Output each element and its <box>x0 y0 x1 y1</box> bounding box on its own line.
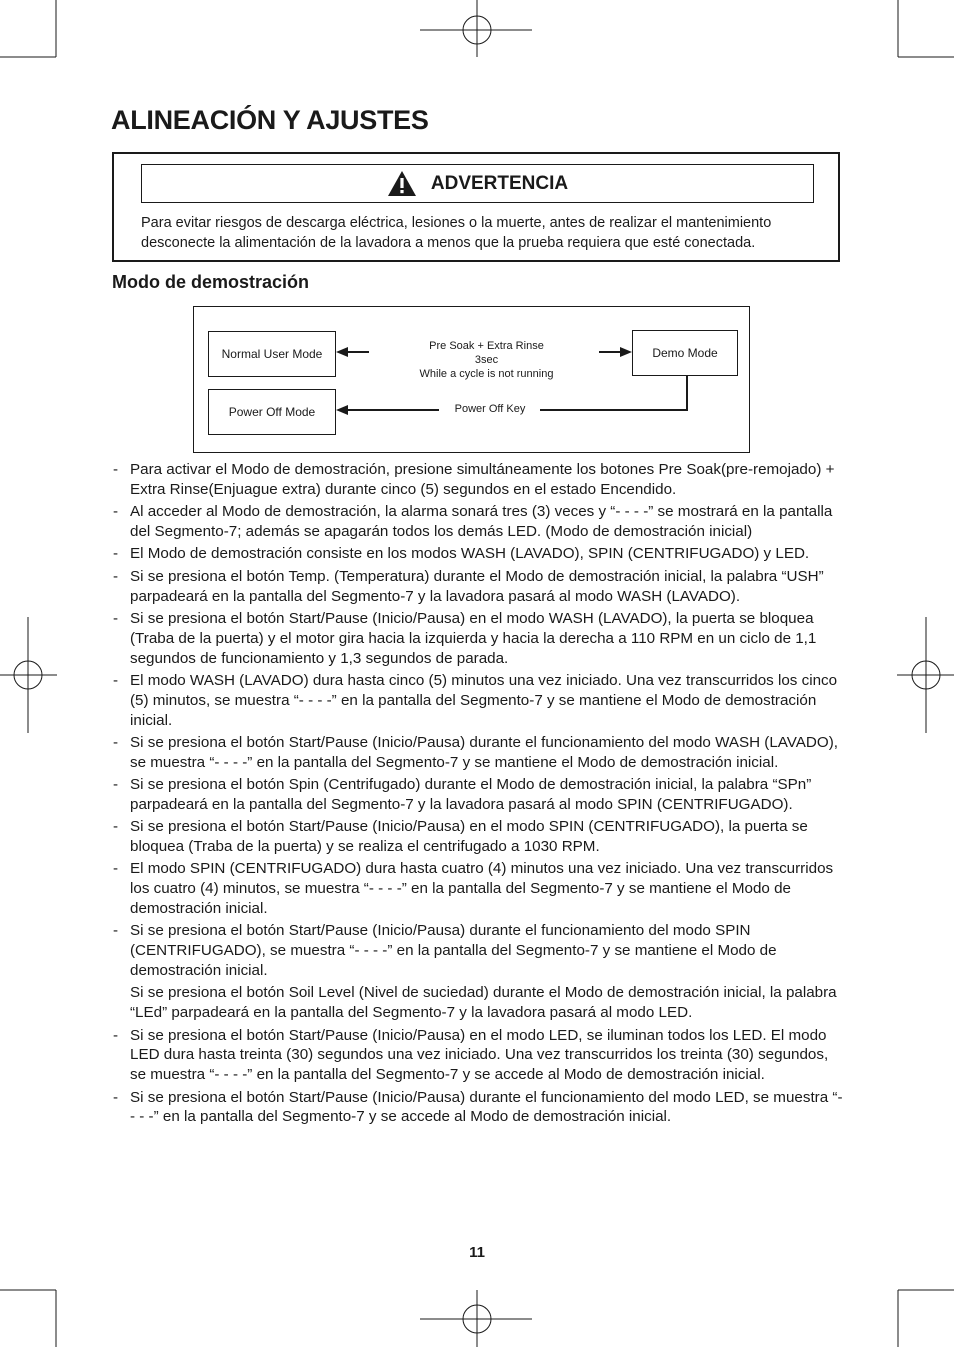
page-number: 11 <box>469 1244 485 1261</box>
demo-mode-diagram <box>193 306 750 453</box>
list-item: - Si se presiona el botón Start/Pause (Inicio/Pausa) durante el funcionamiento del modo LED, se muestra “- - - -” en la pantalla del Segmento-7 y se accede al Modo de demostración inicial. <box>113 1088 843 1126</box>
list-item: - Si se presiona el botón Start/Pause (Inicio/Pausa) en el modo WASH (LAVADO), la puerta se bloquea (Traba de la puerta) y el motor gira hacia la izquierda y hacia la derecha a 110 RPM en un ciclo de 1,1 segundos de funcionamiento y 1,3 segundos de parada. <box>113 609 817 667</box>
power-off-mode-label: Power Off Mode <box>228 405 316 419</box>
list-item: - Si se presiona el botón Start/Pause (Inicio/Pausa) en el modo SPIN (CENTRIFUGADO), la puerta se bloquea (Traba de la puerta) y se realiza el centrifugado a 1030 RPM. <box>113 818 808 856</box>
list-item: - Si se presiona el botón Start/Pause (Inicio/Pausa) durante el funcionamiento del modo SPIN (CENTRIFUGADO), se muestra “- - - -” en la pantalla del Segmento-7 y se mantiene el Modo de demostración inicial. <box>113 922 777 980</box>
warning-box <box>112 152 840 262</box>
list-item: - El modo SPIN (CENTRIFUGADO) dura hasta cuatro (4) minutos una vez iniciado. Una vez transcurridos los cuatro (4) minutos, se muestra “- - - -” en la pantalla del Segmento-7 y se mantiene el Modo de demostración inicial. <box>113 860 834 918</box>
button-combo-line3: While a cycle is not running <box>419 368 554 380</box>
button-combo-line2: 3sec <box>474 354 499 366</box>
button-combo-label <box>384 339 589 381</box>
warning-text: Para evitar riesgos de descarga eléctrica, lesiones o la muerte, antes de realizar el mantenimiento desconecte la alimentación de la lavadora a menos que la prueba requiera que esté conectada. <box>141 215 772 251</box>
section-title: Modo de demostración <box>112 272 310 292</box>
button-combo-line1: Pre Soak + Extra Rinse <box>429 340 544 352</box>
list-item: - Si se presiona el botón Start/Pause (Inicio/Pausa) en el modo LED, se iluminan todos los LED. El modo LED dura hasta treinta (30) segundos una vez iniciado. Una vez transcurridos los treinta (30) segundos, se muestra “- - - -” en la pantalla del Segmento-7 y se accede al Modo de demostración inicial. <box>113 1026 829 1084</box>
warning-heading: ADVERTENCIA <box>430 172 569 194</box>
page-title: ALINEACIÓN Y AJUSTES <box>111 105 429 135</box>
list-item: - Si se presiona el botón Temp. (Temperatura) durante el Modo de demostración inicial, la palabra “USH” parpadeará en la pantalla del Segmento-7 y la lavadora pasará al modo WASH (LAVADO). <box>113 567 824 605</box>
power-off-mode-box <box>208 389 336 435</box>
demo-mode-steps <box>112 460 844 1130</box>
list-item: - Si se presiona el botón Start/Pause (Inicio/Pausa) durante el funcionamiento del modo WASH (LAVADO), se muestra “- - - -” en la pantalla del Segmento-7 y se mantiene el Modo de demostración inicial. <box>113 733 838 771</box>
normal-user-mode-box <box>208 331 336 377</box>
normal-user-mode-label: Normal User Mode <box>221 347 323 361</box>
warning-header <box>141 164 814 203</box>
list-item: - El modo WASH (LAVADO) dura hasta cinco (5) minutos una vez iniciado. Una vez transcurridos los cinco (5) minutos, se muestra “- - - -” en la pantalla del Segmento-7 y se mantiene el Modo de demostración inicial. <box>113 671 838 729</box>
list-item: - Si se presiona el botón Spin (Centrifugado) durante el Modo de demostración inicial, la palabra “SPn” parpadeará en la pantalla del Segmento-7 y la lavadora pasará al modo SPIN (CENTRIFUGADO). <box>113 776 812 813</box>
list-item: - Para activar el Modo de demostración, presione simultáneamente los botones Pre Soak(pre-remojado) + Extra Rinse(Enjuague extra) durante cinco (5) segundos en el estado Encendido. <box>113 461 835 498</box>
demo-mode-label: Demo Mode <box>652 346 718 360</box>
warning-triangle-icon <box>387 170 417 197</box>
list-item: Si se presiona el botón Soil Level (Nivel de suciedad) durante el Modo de demostración inicial, la palabra “LEd” parpadeará en la pantalla del Segmento-7 y la lavadora pasará al modo LED. <box>130 984 837 1022</box>
list-item: - El Modo de demostración consiste en los modos WASH (LAVADO), SPIN (CENTRIFUGADO) y LED. <box>113 545 810 563</box>
demo-mode-box <box>632 330 738 376</box>
list-item: - Al acceder al Modo de demostración, la alarma sonará tres (3) veces y “- - - -” se mostrará en la pantalla del Segmento-7; además se apagarán todos los demás LED. (Modo de demostración inicial) <box>113 503 833 540</box>
power-off-key-label: Power Off Key <box>440 402 540 416</box>
